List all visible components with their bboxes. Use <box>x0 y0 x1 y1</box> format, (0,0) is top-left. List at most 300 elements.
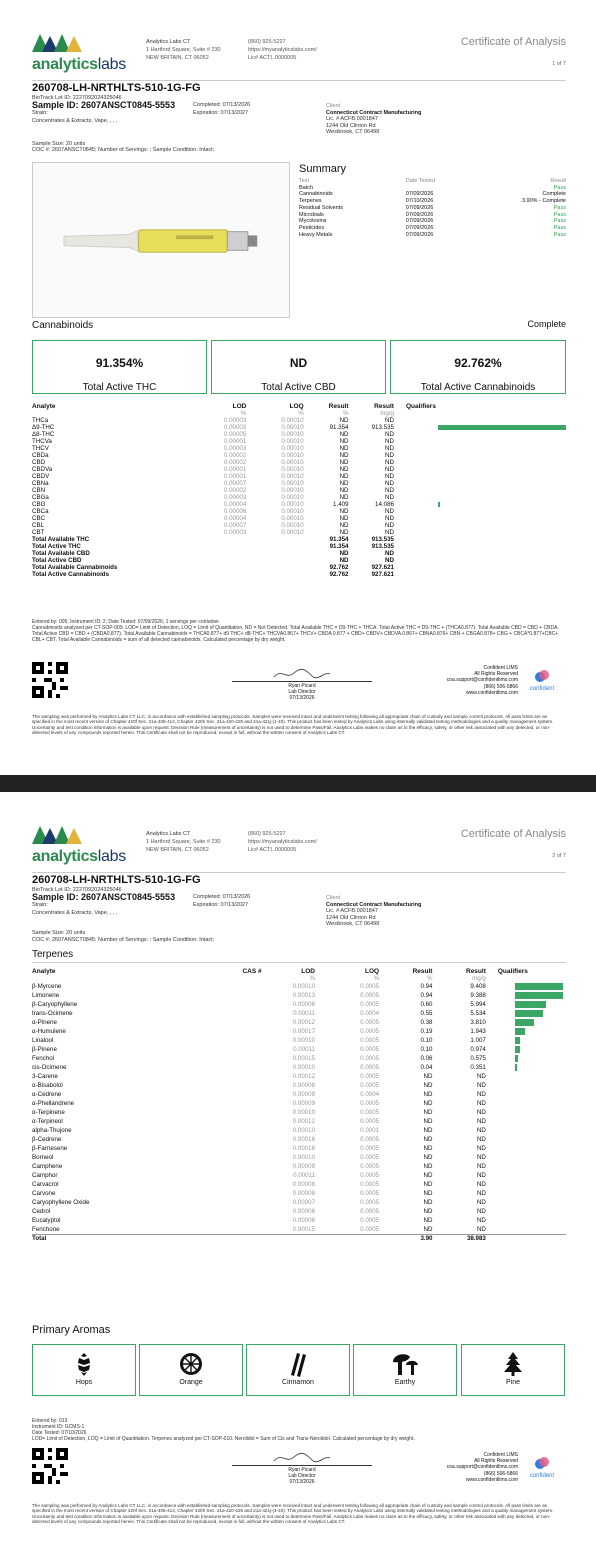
table-cell: ND <box>339 431 349 438</box>
analytics-labs-logo <box>32 30 137 75</box>
table-cell: 0.00007 <box>292 1199 316 1206</box>
table-cell: 0.0005 <box>360 1172 380 1179</box>
table-unit-cell: % <box>373 975 380 982</box>
qualifier-cell <box>486 1009 566 1018</box>
table-cell: ND <box>339 417 349 424</box>
table-header-cell: LOQ <box>365 968 380 975</box>
table-cell: ND <box>476 1208 486 1215</box>
table-row <box>32 1189 566 1198</box>
qr-code-icon <box>32 1448 68 1484</box>
table-cell: ND <box>476 1100 486 1107</box>
table-cell: 0.00009 <box>292 1163 316 1170</box>
table-cell: 0.00010 <box>292 1064 316 1071</box>
qualifier-cell <box>394 508 566 515</box>
qualifier-cell <box>486 1099 566 1108</box>
expiration-date: Expiration: 07/13/2027 <box>193 902 249 908</box>
table-cell: 0.00001 <box>223 466 247 473</box>
qualifier-cell <box>394 466 566 473</box>
table-cell: 0.00012 <box>292 1118 316 1125</box>
terpene-notes: Entered by: 013 Instrument ID: GCMS-1 Date Tested: 07/10/2026 LOD= Limit of Detection, LOQ = Limit of Quantitation. Terpenes analyzed per CT-SOP-010. Nerolidol = Sum of Cis and Trans-Nerolidol. Calculated percentage by dry weight. <box>32 1418 415 1442</box>
table-cell: 0.00010 <box>292 1109 316 1116</box>
table-cell: CBCa <box>32 508 49 515</box>
total-row <box>32 1235 566 1243</box>
table-row <box>32 1216 566 1225</box>
table-cell <box>219 1216 262 1225</box>
table-cell: ND <box>423 1109 433 1116</box>
empty-cell <box>246 550 303 557</box>
lims-info: Confident LIMS All Rights Reserved coa.support@confidentlims.com (866) 506-5866 www.confidentlims.com <box>446 1452 518 1483</box>
page-number: 1 of 7 <box>552 61 566 67</box>
table-cell: 0.0005 <box>360 1073 380 1080</box>
analytics-labs-logo <box>32 822 137 867</box>
qr-code-icon <box>32 662 68 698</box>
empty-cell <box>197 564 246 571</box>
qualifier-cell <box>394 431 566 438</box>
table-cell: 0.00005 <box>223 431 247 438</box>
table-cell: 0.00012 <box>292 1019 316 1026</box>
table-cell <box>219 982 262 991</box>
qualifier-cell <box>394 529 566 536</box>
table-cell: ND <box>385 466 394 473</box>
table-header-cell: Result <box>374 403 394 410</box>
table-cell: 0.00003 <box>223 529 247 536</box>
table-row <box>32 431 566 438</box>
qualifier-cell <box>486 1081 566 1090</box>
summary-header-cell: Date Tested <box>405 178 436 184</box>
page-number: 2 of 7 <box>552 853 566 859</box>
qualifier-cell <box>394 424 566 431</box>
table-row <box>32 1000 566 1009</box>
table-cell: 0.00015 <box>292 1055 316 1062</box>
product-category: Concentrates & Extracts, Vape, , , , <box>32 910 118 916</box>
table-cell: THCa <box>32 417 49 424</box>
table-cell: 0.00007 <box>223 480 247 487</box>
table-cell: α-Pinene <box>32 1019 57 1026</box>
table-cell <box>219 1126 262 1135</box>
table-row <box>32 438 566 445</box>
signature-image <box>272 1452 332 1464</box>
table-cell <box>219 1081 262 1090</box>
table-cell: 0.0005 <box>360 1001 380 1008</box>
table-cell: ND <box>339 466 349 473</box>
table-cell: ND <box>385 438 394 445</box>
table-row <box>32 1207 566 1216</box>
table-row <box>32 1180 566 1189</box>
table-header-cell: Qualifiers <box>497 968 528 975</box>
table-cell: 0.974 <box>470 1046 486 1053</box>
empty-cell <box>486 1235 566 1243</box>
aroma-hops: Hops <box>32 1344 136 1396</box>
qualifier-cell <box>486 1027 566 1036</box>
table-cell: CBDVa <box>32 466 53 473</box>
qualifier-cell <box>394 515 566 522</box>
disclaimer: The sampling was performed by Analytics Labs CT LLC, in accordance with established sampling protocols. Samples were received intact and underwent testing following all appropriate chain of custody and sample control protocols. All pass limits are as specified in the most recent version of Chapter 420f Sec. 21a-408-414, Chapter 420h Sec. 21a-420-429 and 21a-421j-(1-40). This product has been tested by Analytics Labs using internally validated testing methodologies and a quality management system. Uncertainty and test condition information is available upon request. Decision Rule (measurement of uncertainty) is not used to determine Pass/Fail. Analytics Labs makes no claim as to the efficacy, safety, or other risk associated with any detected, or non-detected levels of any compounds reported herein. This Certificate shall not be reproduced, except in full, without the written consent of Analytics Labs CT. <box>32 714 554 736</box>
result-bar <box>515 1064 517 1071</box>
table-cell: ND <box>476 1136 486 1143</box>
summary-cell: Pesticides <box>299 224 325 231</box>
empty-cell <box>394 557 566 564</box>
empty-cell <box>197 571 246 578</box>
qualifier-cell <box>486 1018 566 1027</box>
table-header-cell: Result <box>412 968 433 975</box>
terpenes-title: Terpenes <box>32 949 74 960</box>
strain: Strain: <box>32 902 48 908</box>
page-separator <box>0 775 596 792</box>
empty-cell <box>246 536 303 543</box>
empty-cell <box>219 1235 262 1243</box>
table-cell: 0.351 <box>470 1064 486 1071</box>
table-cell: 0.00010 <box>281 480 304 487</box>
total-percent: ND <box>339 557 349 564</box>
mushroom-icon <box>390 1351 420 1377</box>
table-cell: 0.00002 <box>223 459 247 466</box>
table-cell: 0.0005 <box>360 992 380 999</box>
qualifier-cell <box>394 452 566 459</box>
table-cell: ND <box>385 529 394 536</box>
lab-contact: (860) 925-5227 https://myanalyticslabs.com/ Lic# ACTL.0000005 <box>248 831 317 853</box>
biotrack-id: BioTrack Lot ID: 2227092024325046 <box>32 887 122 893</box>
table-cell: 0.00010 <box>281 417 304 424</box>
table-unit-row <box>32 975 566 982</box>
table-cell: ND <box>423 1199 433 1206</box>
table-cell: Carvacrol <box>32 1181 59 1188</box>
product-name: 260708-LH-NRTHLTS-510-1G-FG <box>32 874 201 886</box>
table-cell <box>219 1189 262 1198</box>
table-cell: Cedrol <box>32 1208 51 1215</box>
table-row <box>32 494 566 501</box>
table-cell: 1.943 <box>470 1028 486 1035</box>
table-cell: ND <box>339 494 349 501</box>
summary-cell: Residual Solvents <box>299 204 344 211</box>
table-cell: ND <box>476 1190 486 1197</box>
table-cell: THCV <box>32 445 49 452</box>
summary-cell: 07/09/2026 <box>405 231 434 238</box>
table-cell: 0.0005 <box>360 1145 380 1152</box>
total-thc-box: 91.354% Total Active THC <box>32 340 207 394</box>
summary-row <box>299 185 566 192</box>
table-header-row <box>32 403 566 410</box>
table-cell: CBNa <box>32 480 49 487</box>
table-cell: Camphene <box>32 1163 63 1170</box>
table-cell <box>219 1045 262 1054</box>
cannabinoids-title: Cannabinoids <box>32 320 94 331</box>
table-row <box>32 1162 566 1171</box>
product-photo <box>32 162 290 318</box>
table-cell <box>219 1225 262 1235</box>
table-cell: 0.00002 <box>223 452 247 459</box>
table-cell: ND <box>385 494 394 501</box>
table-cell: Limonene <box>32 992 60 999</box>
table-row <box>32 1135 566 1144</box>
table-cell: 0.0005 <box>360 1226 380 1233</box>
table-unit-cell: % <box>309 975 316 982</box>
total-label: Total Available CBD <box>32 550 90 557</box>
summary-cell: 07/09/2026 <box>405 224 434 231</box>
total-mg: ND <box>385 550 394 557</box>
signature-block: Ryan Picard Lab Director 07/13/2026 <box>232 1452 372 1485</box>
summary-row <box>299 205 566 212</box>
disclaimer: The sampling was performed by Analytics Labs CT LLC, in accordance with established sampling protocols. Samples were received intact and underwent testing following all appropriate chain of custody and sample control protocols. All pass limits are as specified in the most recent version of Chapter 420f Sec. 21a-408-414, Chapter 420h Sec. 21a-420-429 and 21a-421j-(1-40). This product has been tested by Analytics Labs using internally validated testing methodologies and a quality management system. Uncertainty and test condition information is available upon request. Decision Rule (measurement of uncertainty) is not used to determine Pass/Fail. Analytics Labs makes no claim as to the efficacy, safety, or other risk associated with any detected, or non-detected levels of any compounds reported herein. This Certificate shall not be reproduced, except in full, without the written consent of Analytics Labs CT. <box>32 1503 554 1525</box>
qualifier-cell <box>486 1198 566 1207</box>
qualifier-cell <box>394 417 566 424</box>
table-cell: ND <box>476 1181 486 1188</box>
total-label: Total Available THC <box>32 536 90 543</box>
qualifier-cell <box>394 473 566 480</box>
table-cell: ND <box>423 1118 433 1125</box>
product-category: Concentrates & Extracts, Vape, , , , <box>32 118 118 124</box>
table-cell: 9.388 <box>470 992 486 999</box>
table-cell: ND <box>476 1109 486 1116</box>
table-cell: ND <box>385 508 394 515</box>
table-cell: ND <box>476 1199 486 1206</box>
table-cell: ND <box>385 515 394 522</box>
table-cell: 0.0004 <box>360 1010 380 1017</box>
table-cell: ND <box>423 1208 433 1215</box>
summary-row <box>299 225 566 232</box>
table-cell: 0.0005 <box>360 1154 380 1161</box>
summary-cell: 07/09/2026 <box>405 204 434 211</box>
total-percent: 91.354 <box>329 536 349 543</box>
empty-cell <box>394 543 566 550</box>
table-row <box>32 1090 566 1099</box>
table-cell <box>219 1000 262 1009</box>
table-cell <box>219 991 262 1000</box>
table-row <box>32 452 566 459</box>
summary-cell: 07/10/2026 <box>405 198 434 205</box>
table-cell: ND <box>339 515 349 522</box>
total-cannabinoids-box: 92.762% Total Active Cannabinoids <box>390 340 566 394</box>
orange-icon <box>178 1351 204 1377</box>
table-cell: 0.00008 <box>292 1082 316 1089</box>
table-row <box>32 991 566 1000</box>
total-label: Total Active THC <box>32 543 81 550</box>
qualifier-cell <box>486 1063 566 1072</box>
empty-cell <box>315 1235 379 1243</box>
table-cell: 0.0005 <box>360 1163 380 1170</box>
cannabinoids-status: Complete <box>527 319 566 329</box>
table-cell: 0.00008 <box>292 1181 316 1188</box>
total-mg: 913.535 <box>371 543 394 550</box>
table-cell: 0.00008 <box>292 1190 316 1197</box>
table-cell <box>219 1090 262 1099</box>
summary-cell: Pass <box>553 218 566 225</box>
table-cell: Δ8-THC <box>32 431 55 438</box>
table-cell: 0.0005 <box>360 1055 380 1062</box>
table-cell: 0.94 <box>420 992 433 999</box>
table-cell: 0.00010 <box>281 445 304 452</box>
summary-cell: Terpenes <box>299 198 322 205</box>
total-row <box>32 536 566 543</box>
product-name: 260708-LH-NRTHLTS-510-1G-FG <box>32 82 201 94</box>
table-cell: ND <box>476 1082 486 1089</box>
table-cell: 0.00010 <box>281 529 304 536</box>
table-header-cell: Result <box>466 968 486 975</box>
table-cell: ND <box>476 1127 486 1134</box>
table-cell: 0.00010 <box>281 452 304 459</box>
table-header-cell: LOQ <box>289 403 304 410</box>
aroma-pine: Pine <box>461 1344 565 1396</box>
table-cell: Fenchone <box>32 1226 60 1233</box>
total-row <box>32 571 566 578</box>
coc-info: COC #: 2607ANSCT0845; Number of Servings: ; Sample Condition: Intact; <box>32 147 215 153</box>
table-cell: β-Farnesene <box>32 1145 68 1152</box>
total-percent: 92.762 <box>329 571 349 578</box>
table-cell: Camphor <box>32 1172 58 1179</box>
table-cell: 0.00010 <box>281 522 304 529</box>
confident-logo-icon <box>534 1455 550 1471</box>
table-cell: trans-Ocimene <box>32 1010 73 1017</box>
qualifier-cell <box>486 1135 566 1144</box>
summary-header-row <box>299 178 566 185</box>
table-cell: 0.00010 <box>281 459 304 466</box>
empty-cell <box>394 564 566 571</box>
empty-cell <box>394 571 566 578</box>
table-cell: 0.00010 <box>281 501 304 508</box>
table-cell: 0.00010 <box>292 1154 316 1161</box>
divider <box>32 80 566 81</box>
table-cell: 913.535 <box>371 424 394 431</box>
table-cell: ND <box>476 1073 486 1080</box>
summary-row <box>299 191 566 198</box>
summary-cell: Heavy Metals <box>299 231 333 238</box>
client-info: Client Connecticut Contract Manufacturing Lic. # ACFB.0001847 1244 Old Clinton Rd Westbrook, CT 06498 <box>326 103 422 135</box>
summary-cell: Complete <box>542 191 566 198</box>
table-cell <box>219 1018 262 1027</box>
table-cell: ND <box>476 1163 486 1170</box>
table-cell: 0.06 <box>420 1055 433 1062</box>
table-unit-cell: mg/g <box>472 975 486 982</box>
table-cell: 0.0005 <box>360 1082 380 1089</box>
empty-cell <box>197 550 246 557</box>
result-bar <box>515 992 563 999</box>
total-mg: 913.535 <box>371 536 394 543</box>
table-cell: ND <box>339 487 349 494</box>
table-cell: 0.00010 <box>292 1127 316 1134</box>
table-cell: ND <box>423 1154 433 1161</box>
table-cell: alpha-Thujone <box>32 1127 72 1134</box>
table-cell: ND <box>339 438 349 445</box>
summary-cell <box>406 185 491 192</box>
confident-logo: confident <box>522 668 562 692</box>
table-cell: α-Terpineol <box>32 1118 63 1125</box>
table-cell: ND <box>339 445 349 452</box>
table-cell: THCVa <box>32 438 52 445</box>
table-unit-cell: % <box>240 410 247 417</box>
table-cell: 0.00001 <box>223 438 247 445</box>
sample-size: Sample Size: 20 units <box>32 930 86 936</box>
result-bar <box>515 983 563 990</box>
table-cell: 0.00010 <box>281 473 304 480</box>
aroma-orange: Orange <box>139 1344 243 1396</box>
total-percent: 3.90 <box>379 1235 432 1243</box>
header <box>0 0 596 80</box>
table-cell: 0.0005 <box>360 1208 380 1215</box>
qualifier-cell <box>394 501 566 508</box>
qualifier-cell <box>486 1090 566 1099</box>
qualifier-cell <box>486 1117 566 1126</box>
table-row <box>32 1171 566 1180</box>
table-row <box>32 1153 566 1162</box>
table-cell: ND <box>385 417 394 424</box>
summary-cell: Microbials <box>299 211 324 218</box>
table-cell <box>219 1153 262 1162</box>
table-cell: ND <box>385 459 394 466</box>
divider <box>32 872 566 873</box>
table-cell: 0.00001 <box>223 473 247 480</box>
table-row <box>32 1054 566 1063</box>
table-cell: 0.0005 <box>360 1217 380 1224</box>
table-cell <box>219 1135 262 1144</box>
table-cell: 0.00003 <box>223 417 247 424</box>
table-row <box>32 522 566 529</box>
table-cell: 0.00011 <box>293 1172 316 1179</box>
table-cell: 0.00004 <box>223 501 247 508</box>
table-unit-cell <box>32 975 219 982</box>
table-cell: ND <box>423 1127 433 1134</box>
table-unit-cell <box>394 410 566 417</box>
qualifier-cell <box>486 982 566 991</box>
table-cell: Fenchol <box>32 1055 55 1062</box>
summary-cell: 3.90% - Complete <box>521 198 566 205</box>
table-cell: 0.00008 <box>292 1217 316 1224</box>
table-row <box>32 487 566 494</box>
table-row <box>32 1126 566 1135</box>
table-cell: ND <box>423 1091 433 1098</box>
expiration-date: Expiration: 07/13/2027 <box>193 110 249 116</box>
table-cell: Δ9-THC <box>32 424 55 431</box>
table-cell: Caryophyllene Oxide <box>32 1199 90 1206</box>
table-header-cell: LOD <box>232 403 247 410</box>
table-unit-cell: % <box>426 975 433 982</box>
table-cell: 0.00010 <box>281 515 304 522</box>
empty-cell <box>394 550 566 557</box>
table-row <box>32 1009 566 1018</box>
table-header-row <box>32 968 566 975</box>
table-cell: 1.007 <box>470 1037 486 1044</box>
table-cell <box>219 1099 262 1108</box>
qualifier-cell <box>394 445 566 452</box>
table-row <box>32 459 566 466</box>
table-row <box>32 1081 566 1090</box>
qualifier-cell <box>486 1045 566 1054</box>
summary-row <box>299 212 566 219</box>
table-cell: β-Cedrene <box>32 1136 62 1143</box>
empty-cell <box>246 564 303 571</box>
table-cell: ND <box>476 1091 486 1098</box>
table-cell: CBD <box>32 459 46 466</box>
table-cell <box>219 1117 262 1126</box>
table-cell: 0.00013 <box>292 992 316 999</box>
total-cbd-box: ND Total Active CBD <box>211 340 386 394</box>
table-cell: 0.00003 <box>223 424 247 431</box>
qualifier-cell <box>486 1036 566 1045</box>
completed-date: Completed: 07/13/2026 <box>193 894 251 900</box>
result-bar <box>438 502 440 507</box>
qualifier-cell <box>486 1216 566 1225</box>
sample-id: Sample ID: 2607ANSCT0845-5553 <box>32 100 176 110</box>
table-row <box>32 473 566 480</box>
table-row <box>32 529 566 536</box>
table-cell: ND <box>423 1217 433 1224</box>
table-cell: Borneol <box>32 1154 54 1161</box>
table-cell: 0.00011 <box>293 1046 316 1053</box>
table-cell: 0.10 <box>420 1046 433 1053</box>
total-percent: ND <box>339 550 349 557</box>
qualifier-cell <box>394 494 566 501</box>
table-cell: ND <box>423 1100 433 1107</box>
table-cell: 0.00003 <box>223 494 247 501</box>
strain: Strain: <box>32 110 48 116</box>
